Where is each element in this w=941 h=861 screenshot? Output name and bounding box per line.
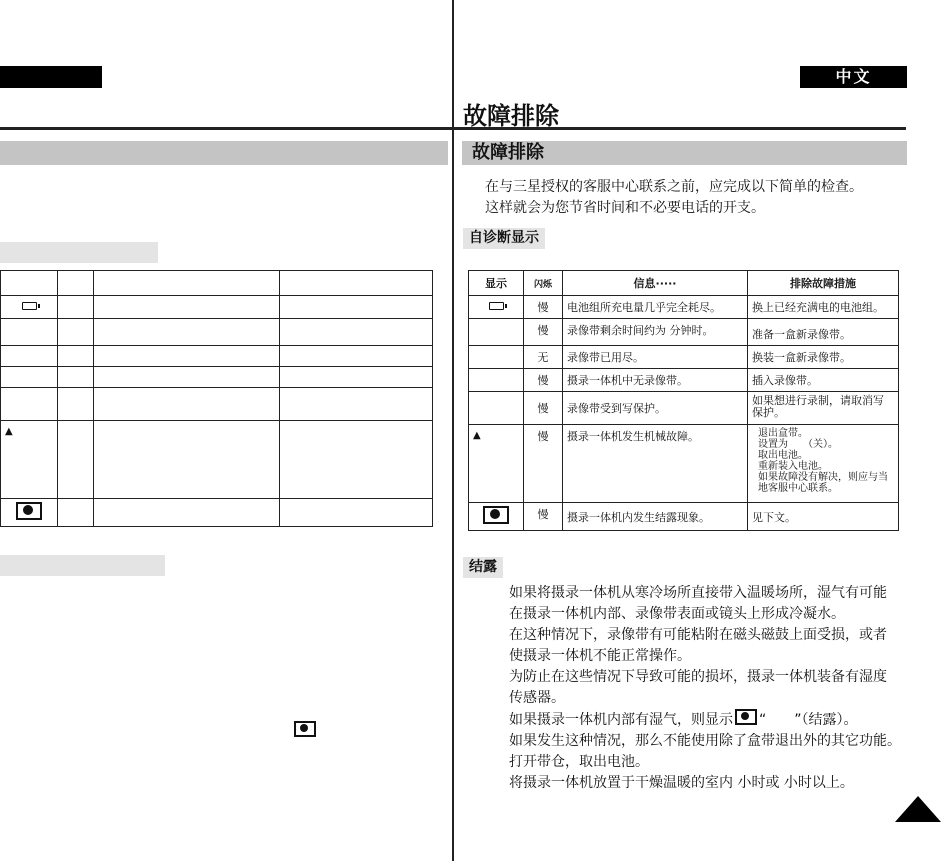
paragraph-line: 在摄录一体机内部、录像带表面或镜头上形成冷凝水。	[509, 606, 845, 622]
left-subsection-tag	[0, 242, 158, 263]
action-step: 如果故障没有解决，则应与当地客服中心联系。	[758, 472, 888, 494]
battery-icon	[489, 302, 504, 310]
paragraph-line: 如果摄录一体机内部有湿气，则显示 “ ”（结露）。	[509, 709, 909, 731]
paragraph-line: 如果将摄录一体机从寒冷场所直接带入温暖场所，湿气有可能	[509, 585, 887, 601]
eject-icon: ▲	[5, 426, 13, 437]
triangle-marker-icon	[895, 796, 941, 822]
action-step: 设置为 （关）。	[758, 439, 838, 450]
action-step: 退出盒带。	[758, 428, 808, 439]
left-condensation-tag	[0, 555, 165, 576]
condensation-label: 结露	[463, 557, 503, 578]
table-row: 慢 录像带剩余时间约为 分钟时。 准备一盒新录像带。	[469, 319, 899, 346]
table-row: 慢 摄录一体机内发生结露现象。 见下文。	[469, 503, 899, 531]
paragraph-line: 为防止在这些情况下导致可能的损坏，摄录一体机装备有湿度	[509, 669, 887, 685]
table-row: ▲ 慢 摄录一体机发生机械故障。 退出盒带。 设置为 （关）。 取出电池。 重新装入电池。 如果故障没有解决，则应与当地客服中心联系。	[469, 425, 899, 503]
battery-icon	[22, 302, 37, 310]
paragraph-line: 如果发生这种情况，那么不能使用除了盒带退出外的其它功能。	[509, 733, 901, 749]
paragraph-line: 传感器。	[509, 690, 565, 706]
paragraph-line: 打开带仓，取出电池。	[509, 754, 649, 770]
dew-icon	[735, 709, 757, 725]
section-title: 故障排除	[462, 141, 907, 165]
header-rule	[0, 127, 906, 130]
col-blink: 闪烁	[524, 271, 563, 296]
self-diagnosis-label: 自诊断显示	[463, 228, 545, 249]
eject-icon: ▲	[473, 430, 481, 441]
language-tab: 中文	[800, 66, 907, 88]
intro-line-1: 在与三星授权的客服中心联系之前，应完成以下简单的检查。	[485, 179, 863, 195]
table-row: 无 录像带已用尽。 换装一盒新录像带。	[469, 346, 899, 369]
dew-icon	[483, 506, 509, 524]
left-diagnosis-table	[0, 270, 433, 527]
intro-line-2: 这样就会为您节省时间和不必要电话的开支。	[485, 200, 765, 216]
page-title: 故障排除	[463, 102, 559, 130]
action-step: 取出电池。	[758, 450, 808, 461]
self-diagnosis-table	[468, 270, 899, 531]
paragraph-line: 将摄录一体机放置于干燥温暖的室内 小时或 小时以上。	[509, 775, 854, 791]
table-row: 慢 电池组所充电量几乎完全耗尽。 换上已经充满电的电池组。	[469, 296, 899, 319]
table-row: 慢 摄录一体机中无录像带。 插入录像带。	[469, 369, 899, 392]
action-step: 重新装入电池。	[758, 461, 828, 472]
table-row: 慢 录像带受到写保护。 如果想进行录制，请取消写保护。	[469, 392, 899, 425]
col-message: 信息·····	[563, 271, 748, 296]
col-action: 排除故障措施	[748, 271, 899, 296]
paragraph-line: 使摄录一体机不能正常操作。	[509, 648, 691, 664]
col-display: 显示	[469, 271, 524, 296]
left-section-bar	[0, 141, 448, 165]
dew-icon	[294, 721, 316, 737]
language-tab-left	[0, 66, 102, 88]
paragraph-line: 在这种情况下，录像带有可能粘附在磁头磁鼓上面受损，或者	[509, 627, 887, 643]
condensation-text	[509, 583, 909, 794]
dew-icon	[16, 502, 42, 520]
